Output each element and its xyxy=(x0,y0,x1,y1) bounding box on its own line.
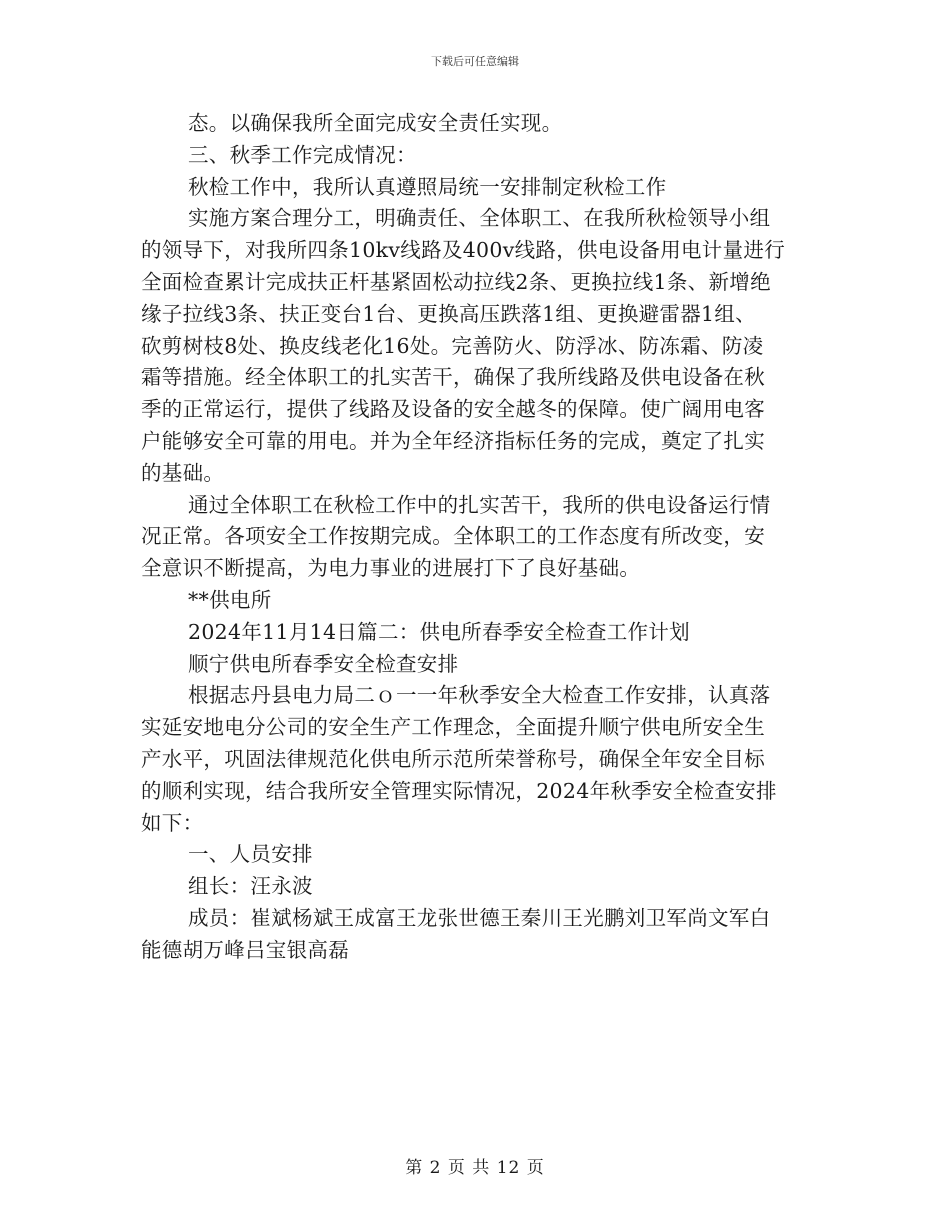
body-line: 组长：汪永波 xyxy=(188,874,313,899)
body-line: 如下： xyxy=(141,810,204,835)
body-line: 的领导下，对我所四条10kv线路及400v线路，供电设备用电计量进行 xyxy=(141,238,785,263)
body-line: 霜等措施。经全体职工的扎实苦干，确保了我所线路及供电设备在秋 xyxy=(141,365,765,390)
body-line: 实延安地电分公司的安全生产工作理念，全面提升顺宁供电所安全生 xyxy=(141,715,765,740)
body-line: 态。以确保我所全面完成安全责任实现。 xyxy=(188,111,563,135)
body-line: 户能够安全可靠的用电。并为全年经济指标任务的完成，奠定了扎实 xyxy=(141,428,765,453)
body-line: 成员：崔斌杨斌王成富王龙张世德王秦川王光鹏刘卫军尚文军白 xyxy=(188,905,771,930)
body-line: 能德胡万峰吕宝银高磊 xyxy=(141,937,349,962)
page-footer: 第 2 页 共 12 页 xyxy=(405,1158,545,1178)
body-line: 秋检工作中，我所认真遵照局统一安排制定秋检工作 xyxy=(188,174,667,199)
body-line: 根据志丹县电力局二ｏ一一年秋季安全大检查工作安排，认真落 xyxy=(188,683,771,708)
section-heading: 三、秋季工作完成情况： xyxy=(188,142,417,167)
body-line: 砍剪树枝8处、换皮线老化16处。完善防火、防浮冰、防冻霜、防凌 xyxy=(141,333,764,358)
body-line: 的基础。 xyxy=(141,460,225,485)
sub-title: 顺宁供电所春季安全检查安排 xyxy=(188,651,459,676)
signature-line: **供电所 xyxy=(188,587,272,612)
body-line: 实施方案合理分工，明确责任、全体职工、在我所秋检领导小组 xyxy=(188,206,771,231)
body-line: 的顺利实现，结合我所安全管理实际情况，2024年秋季安全检查安排 xyxy=(141,778,777,803)
body-line: 季的正常运行，提供了线路及设备的安全越冬的保障。使广阔用电客 xyxy=(141,397,765,422)
date-title-line: 2024年11月14日篇二：供电所春季安全检查工作计划 xyxy=(188,619,690,644)
section-heading: 一、人员安排 xyxy=(188,842,313,867)
body-line: 缘子拉线3条、扶正变台1台、更换高压跌落1组、更换避雷器1组、 xyxy=(141,301,756,326)
body-line: 全意识不断提高，为电力事业的进展打下了良好基础。 xyxy=(141,556,641,581)
page-header: 下载后可任意编辑 xyxy=(431,55,519,68)
body-line: 全面检查累计完成扶正杆基紧固松动拉线2条、更换拉线1条、新增绝 xyxy=(141,269,771,294)
body-line: 况正常。各项安全工作按期完成。全体职工的工作态度有所改变，安 xyxy=(141,524,765,549)
document-body xyxy=(141,108,811,967)
body-line: 产水平，巩固法律规范化供电所示范所荣誉称号，确保全年安全目标 xyxy=(141,746,765,771)
body-line: 通过全体职工在秋检工作中的扎实苦干，我所的供电设备运行情 xyxy=(188,492,771,517)
